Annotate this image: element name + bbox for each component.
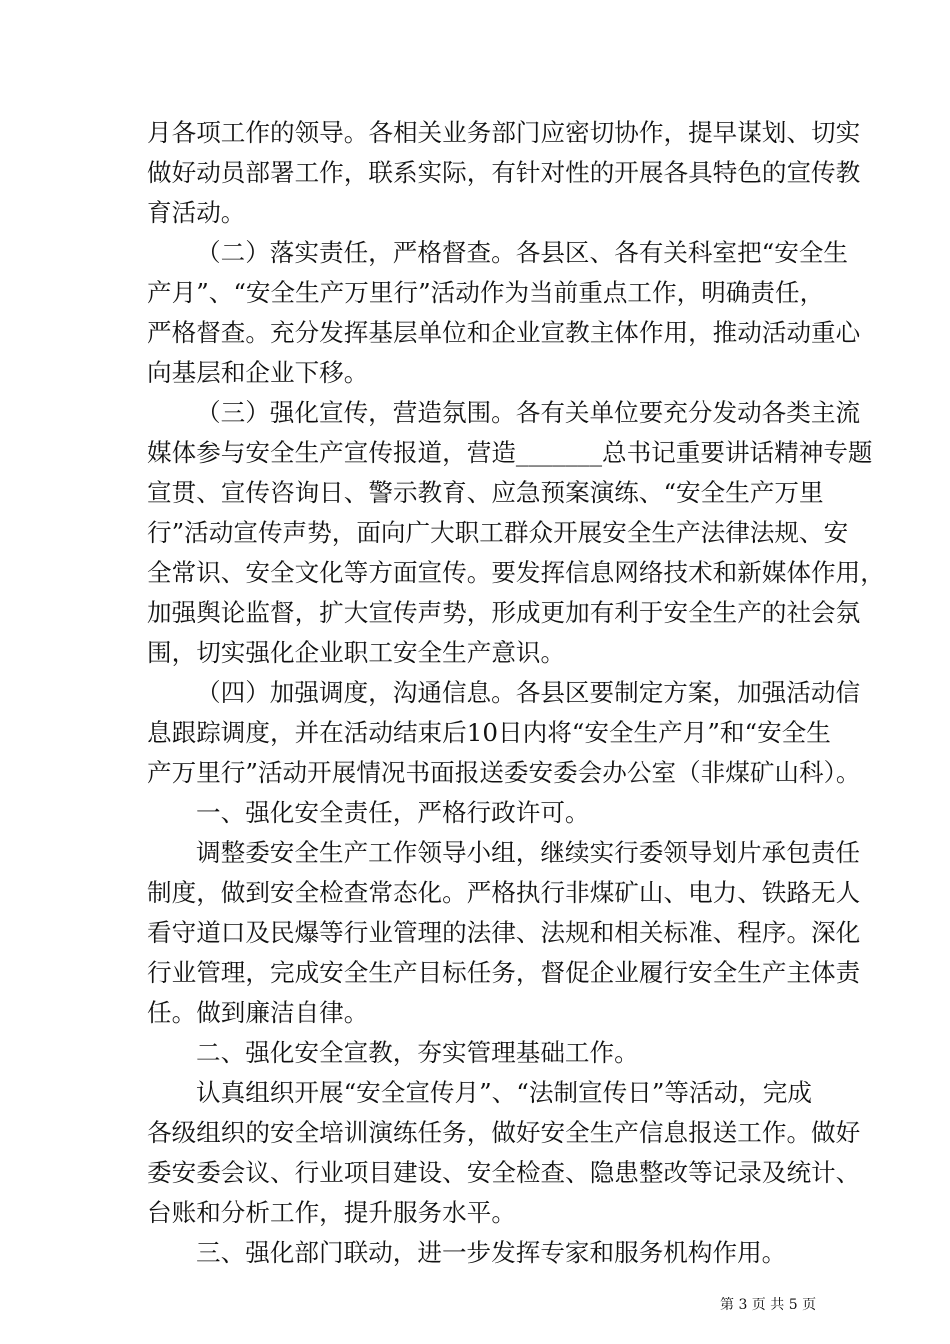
- paragraph-start-line: 调整委安全生产工作领导小组，继续实行委领导划片承包责任: [196, 838, 861, 867]
- text-line: 看守道口及民爆等行业管理的法律、法规和相关标准、程序。深化: [147, 918, 861, 947]
- section-heading: 三、强化部门联动，进一步发挥专家和服务机构作用。: [196, 1238, 787, 1267]
- text-line: 制度，做到安全检查常态化。严格执行非煤矿山、电力、铁路无人: [147, 878, 861, 907]
- text-line: 息跟踪调度，并在活动结束后10日内将“安全生产月”和“安全生: [147, 718, 831, 747]
- paragraph-start-line: （二）落实责任，严格督查。各县区、各有关科室把“安全生: [196, 238, 849, 267]
- text-line: 围，切实强化企业职工安全生产意识。: [147, 638, 566, 667]
- text-line: 产月”、“安全生产万里行”活动作为当前重点工作，明确责任，: [147, 278, 825, 307]
- text-line: 媒体参与安全生产宣传报道，营造_______总书记重要讲话精神专题: [147, 438, 873, 467]
- text-line: 行业管理，完成安全生产目标任务，督促企业履行安全生产主体责: [147, 958, 861, 987]
- text-line: 任。做到廉洁自律。: [147, 998, 369, 1027]
- text-line: 做好动员部署工作，联系实际，有针对性的开展各具特色的宣传教: [147, 158, 861, 187]
- text-line: 加强舆论监督，扩大宣传声势，形成更加有利于安全生产的社会氛: [147, 598, 861, 627]
- paragraph-start-line: 认真组织开展“安全宣传月”、“法制宣传日”等活动，完成: [196, 1078, 812, 1107]
- paragraph-start-line: （四）加强调度，沟通信息。各县区要制定方案，加强活动信: [196, 678, 861, 707]
- text-line: 严格督查。充分发挥基层单位和企业宣教主体作用，推动活动重心: [147, 318, 861, 347]
- text-line: 台账和分析工作，提升服务水平。: [147, 1198, 516, 1227]
- text-line: 委安委会议、行业项目建设、安全检查、隐患整改等记录及统计、: [147, 1158, 861, 1187]
- text-line: 育活动。: [147, 198, 246, 227]
- section-heading: 二、强化安全宣教，夯实管理基础工作。: [196, 1038, 639, 1067]
- text-line: 月各项工作的领导。各相关业务部门应密切协作，提早谋划、切实: [147, 118, 861, 147]
- text-line: 各级组织的安全培训演练任务，做好安全生产信息报送工作。做好: [147, 1118, 861, 1147]
- section-heading: 一、强化安全责任，严格行政许可。: [196, 798, 590, 827]
- paragraph-start-line: （三）强化宣传，营造氛围。各有关单位要充分发动各类主流: [196, 398, 861, 427]
- text-line: 宣贯、宣传咨询日、警示教育、应急预案演练、“安全生产万里: [147, 478, 824, 507]
- page-number-footer: 第 3 页 共 5 页: [720, 1297, 817, 1313]
- text-line: 产万里行”活动开展情况书面报送委安委会办公室（非煤矿山科）。: [147, 758, 861, 787]
- text-line: 全常识、安全文化等方面宣传。要发挥信息网络技术和新媒体作用，: [147, 558, 885, 587]
- text-line: 向基层和企业下移。: [147, 358, 369, 387]
- text-line: 行”活动宣传声势，面向广大职工群众开展安全生产法律法规、安: [147, 518, 849, 547]
